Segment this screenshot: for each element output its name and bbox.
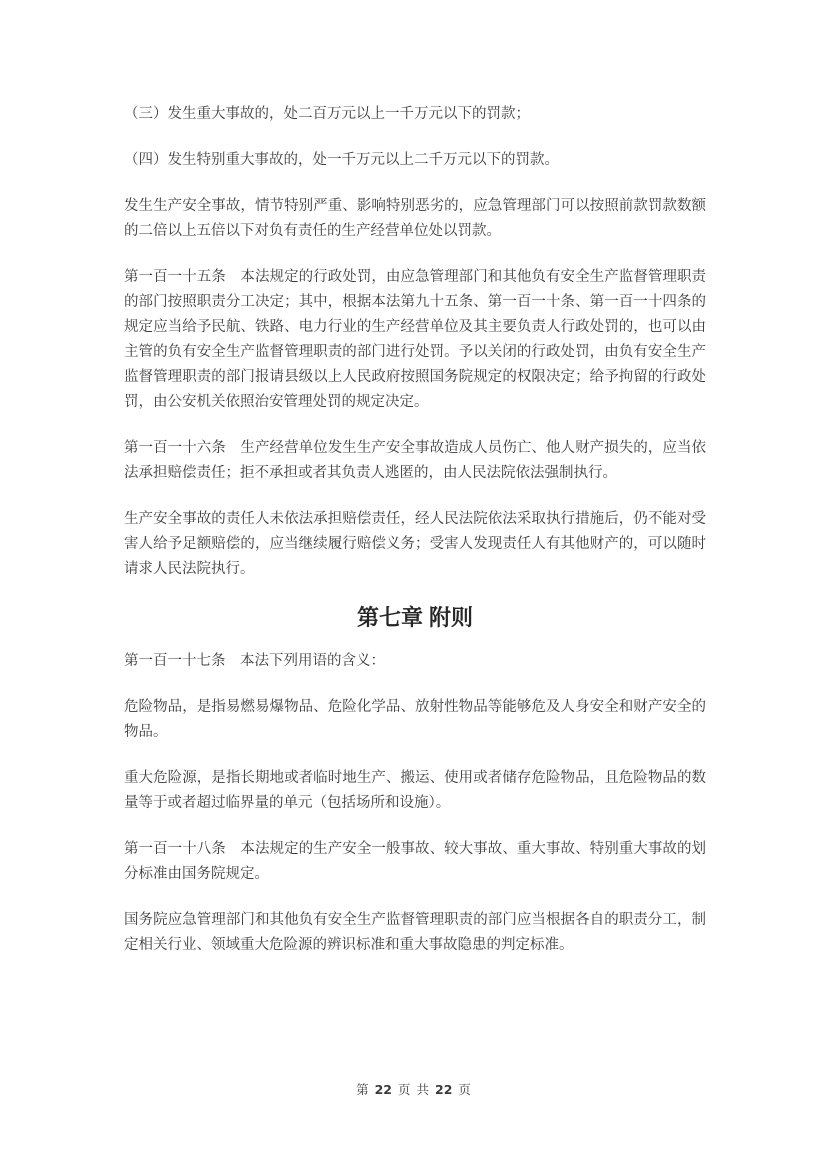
footer-label-page-prefix: 第 xyxy=(356,1083,369,1097)
article-117: 第一百一十七条 本法下列用语的含义： xyxy=(124,653,385,669)
clause-item-3: （三）发生重大事故的，处二百万元以上一千万元以下的罚款； xyxy=(124,106,530,122)
article-115: 第一百一十五条 本法规定的行政处罚，由应急管理部门和其他负有安全生产监督管理职责的部门按照职责分工决定；其中，根据本法第九十五条、第一百一十条、第一百一十四条的规定应当给予民航、铁路、电力行业的生产经营单位及其主要负责人行政处罚的，也可以由主管的负有安全生产监督管理职责的部门进行处罚。予以关闭的行政处罚，由负有安全生产监督管理职责的部门报请县级以上人民政府按照国务院规定的权限决定；给予拘留的行政处罚，由公安机关依照治安管理处罚的规定决定。 xyxy=(124,269,706,410)
definition-dangerous-goods: 危险物品，是指易燃易爆物品、危险化学品、放射性物品等能够危及人身安全和财产安全的物品。 xyxy=(124,699,706,740)
footer-label-of: 共 xyxy=(416,1083,430,1097)
definition-major-hazard: 重大危险源，是指长期地或者临时地生产、搬运、使用或者储存危险物品，且危险物品的数量等于或者超过临界量的单元（包括场所和设施）。 xyxy=(124,770,706,811)
article-118-paragraph-2: 国务院应急管理部门和其他负有安全生产监督管理职责的部门应当根据各自的职责分工，制定相关行业、领域重大危险源的辨识标准和重大事故隐患的判定标准。 xyxy=(124,912,706,953)
clause-item-4: （四）发生特别重大事故的，处一千万元以上二千万元以下的罚款。 xyxy=(124,152,559,168)
article-116: 第一百一十六条 生产经营单位发生生产安全事故造成人员伤亡、他人财产损失的，应当依法承担赔偿责任；拒不承担或者其负责人逃匿的，由人民法院依法强制执行。 xyxy=(124,440,706,481)
page-footer xyxy=(0,1080,827,1098)
article-118: 第一百一十八条 本法规定的生产安全一般事故、较大事故、重大事故、特别重大事故的划分标准由国务院规定。 xyxy=(124,841,706,882)
document-body xyxy=(124,0,706,958)
footer-total-pages: 22 xyxy=(435,1082,453,1097)
chapter-heading: 第七章 附则 xyxy=(356,605,474,630)
footer-label-pages: 页 xyxy=(458,1083,471,1097)
footer-label-page: 页 xyxy=(397,1083,411,1097)
footer-current-page: 22 xyxy=(374,1082,392,1097)
article-116-paragraph-2: 生产安全事故的责任人未依法承担赔偿责任，经人民法院依法采取执行措施后，仍不能对受害人给予足额赔偿的，应当继续履行赔偿义务；受害人发现责任人有其他财产的，可以随时请求人民法院执行。 xyxy=(124,511,706,577)
paragraph-penalty-multiplier: 发生生产安全事故，情节特别严重、影响特别恶劣的，应急管理部门可以按照前款罚款数额的二倍以上五倍以下对负有责任的生产经营单位处以罚款。 xyxy=(124,198,706,239)
